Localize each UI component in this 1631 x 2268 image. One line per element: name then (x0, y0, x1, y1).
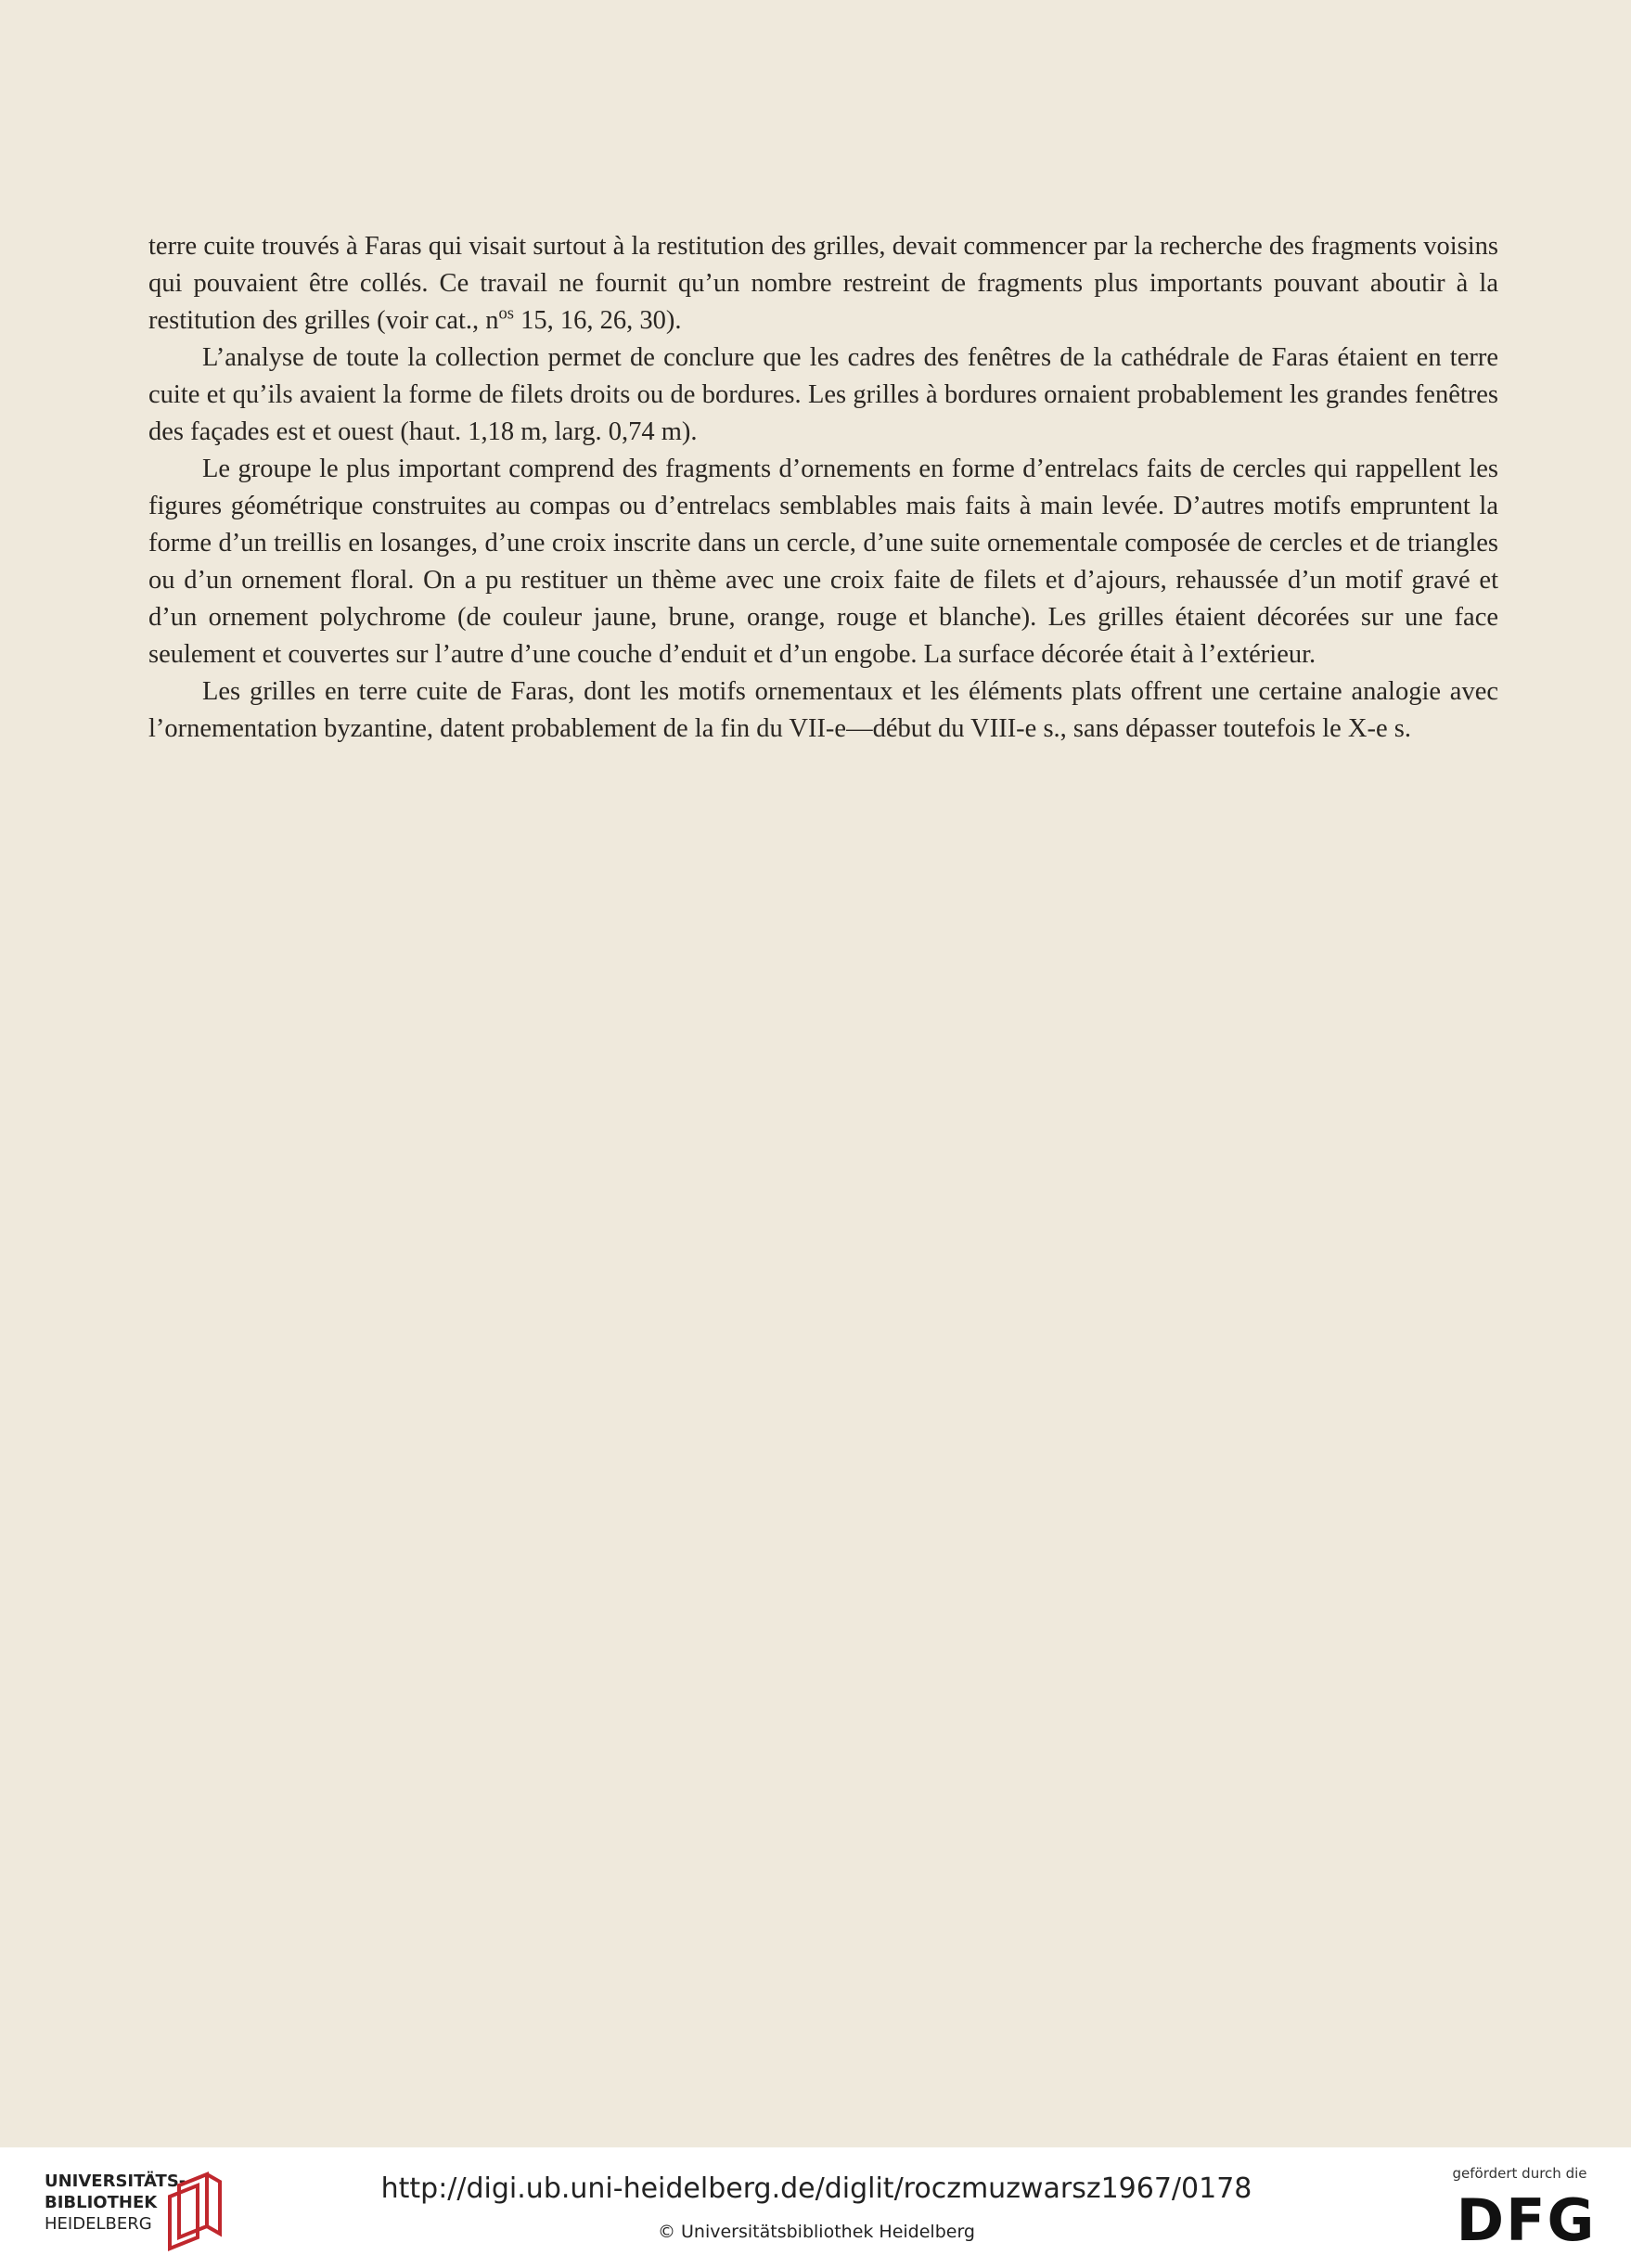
paragraph-4: Les grilles en terre cuite de Faras, dont les motifs ornementaux et les éléments plats offrent une certaine analogie avec l’ornementation byzantine, datent probablement de la fin du VII-e—début du VIII-e s., sans dépasser toutefois le X-e s. (148, 677, 1498, 743)
library-line-1: UNIVERSITÄTS- (45, 2172, 186, 2191)
library-line-3: HEIDELBERG (45, 2214, 152, 2234)
copyright-notice: © Universitätsbibliothek Heidelberg (657, 2222, 975, 2242)
paragraph-1-sup-base: n (485, 306, 499, 335)
permalink-url[interactable]: http://digi.ub.uni-heidelberg.de/diglit/roczmuzwarsz1967/0178 (380, 2172, 1252, 2205)
paragraph-1-end: 15, 16, 26, 30). (514, 306, 682, 335)
paragraph-2: L’analyse de toute la collection permet de conclure que les cadres des fenêtres de la cathédrale de Faras étaient en terre cuite et qu’ils avaient la forme de filets droits ou de bordures. Les grilles à bordures ornaient probablement les grandes fenêtres des façades est et ouest (haut. 1,18 m, larg. 0,74 m). (148, 343, 1498, 446)
digitization-footer (0, 2147, 1631, 2268)
paragraph-1 (148, 228, 1498, 340)
paragraph-1-superscript: os (498, 303, 515, 324)
body-text (148, 228, 1498, 748)
paragraph-1-text: terre cuite trouvés à Faras qui visait surtout à la restitution des grilles, devait commencer par la recherche des fragments voisins qui pouvaient être collés. Ce travail ne fournit qu’un nombre restreint de fragments plus importants pouvant aboutir à la restitution des grilles (voir cat., (148, 232, 1498, 335)
dfg-logo: DFG (1456, 2186, 1597, 2254)
library-line-2: BIBLIOTHEK (45, 2193, 158, 2212)
library-logo-icon (162, 2169, 227, 2252)
paragraph-3: Le groupe le plus important comprend des fragments d’ornements en forme d’entrelacs faits de cercles qui rappellent les figures géométrique construites au compas ou d’entrelacs semblables mais faits à main levée. D’autres motifs empruntent la forme d’un treillis en losanges, d’une croix inscrite dans un cercle, d’une suite ornementale composée de cercles et de triangles ou d’un ornement floral. On a pu restituer un thème avec une croix faite de filets et d’ajours, rehaussée d’un motif gravé et d’un ornement polychrome (de couleur jaune, brune, orange, rouge et blanche). Les grilles étaient décorées sur une face seulement et couvertes sur l’autre d’une couche d’enduit et d’un engobe. La surface décorée était à l’extérieur. (148, 455, 1498, 669)
funding-caption: gefördert durch die (1452, 2165, 1587, 2182)
